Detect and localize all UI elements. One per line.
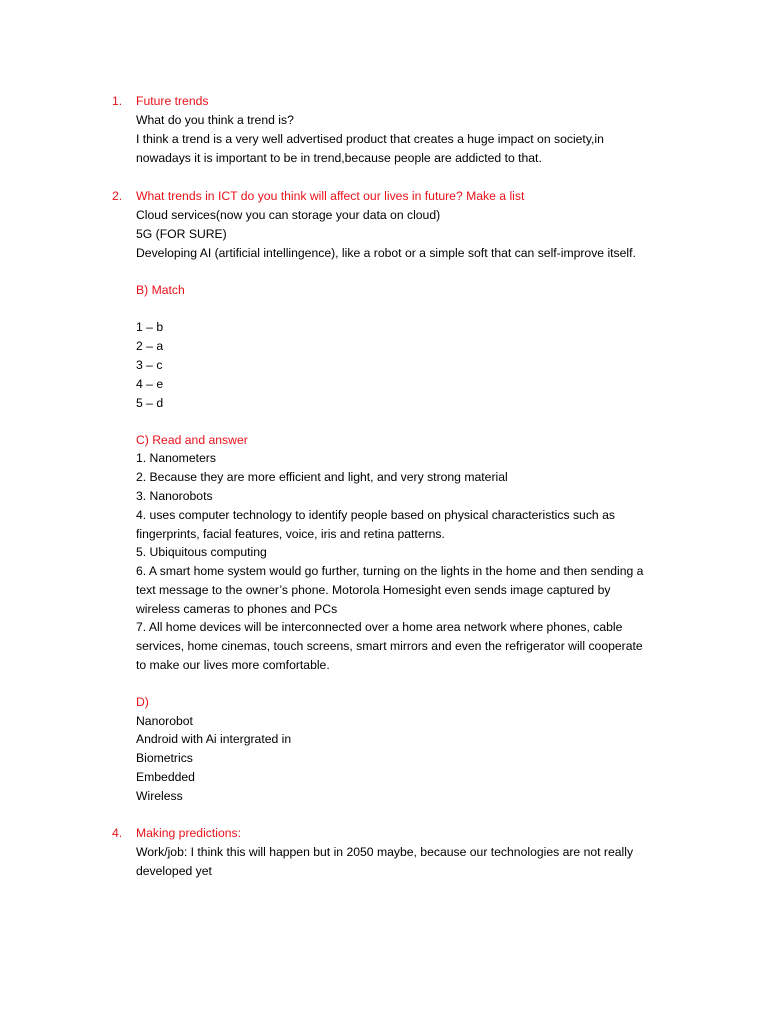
answer-line: services, home cinemas, touch screens, smart mirrors and even the refrigerator will cooperate bbox=[136, 639, 643, 653]
section-1-line: I think a trend is a very well advertised product that creates a huge impact on society,in bbox=[136, 132, 604, 146]
answer-line: 2. Because they are more efficient and light, and very strong material bbox=[136, 470, 508, 484]
section-1-line: What do you think a trend is? bbox=[136, 113, 294, 127]
section-1-heading: Future trends bbox=[136, 94, 209, 108]
match-line: 4 – e bbox=[136, 377, 164, 391]
match-line: 1 – b bbox=[136, 320, 164, 334]
section-4-heading: Making predictions: bbox=[136, 826, 241, 840]
answer-line: fingerprints, facial features, voice, iris and retina patterns. bbox=[136, 527, 445, 541]
answer-line: 1. Nanometers bbox=[136, 451, 216, 465]
match-line: 3 – c bbox=[136, 358, 163, 372]
section-2-line: Developing AI (artificial intellingence), like a robot or a simple soft that can self-improve itself. bbox=[136, 246, 636, 260]
section-d-line: Wireless bbox=[136, 789, 183, 803]
answer-line: 6. A smart home system would go further, turning on the lights in the home and then sending a bbox=[136, 564, 644, 578]
section-2-number: 2. bbox=[112, 189, 123, 203]
section-2-heading: What trends in ICT do you think will affect our lives in future? Make a list bbox=[136, 189, 525, 203]
answer-line: wireless cameras to phones and PCs bbox=[136, 602, 338, 616]
section-d-heading: D) bbox=[136, 695, 149, 709]
answer-line: 4. uses computer technology to identify people based on physical characteristics such as bbox=[136, 508, 615, 522]
answer-line: 3. Nanorobots bbox=[136, 489, 213, 503]
section-b-heading: B) Match bbox=[136, 283, 185, 297]
answer-line: 7. All home devices will be interconnected over a home area network where phones, cable bbox=[136, 620, 623, 634]
section-d-line: Android with Ai intergrated in bbox=[136, 732, 292, 746]
section-2-line: Cloud services(now you can storage your data on cloud) bbox=[136, 208, 441, 222]
section-1-line: nowadays it is important to be in trend,because people are addicted to that. bbox=[136, 151, 542, 165]
section-4-line: developed yet bbox=[136, 864, 212, 878]
section-c-heading: C) Read and answer bbox=[136, 433, 248, 447]
section-2-line: 5G (FOR SURE) bbox=[136, 227, 227, 241]
section-1-number: 1. bbox=[112, 94, 123, 108]
section-4-number: 4. bbox=[112, 826, 123, 840]
answer-line: 5. Ubiquitous computing bbox=[136, 545, 267, 559]
section-d-line: Biometrics bbox=[136, 751, 193, 765]
answer-line: to make our lives more comfortable. bbox=[136, 658, 330, 672]
match-line: 5 – d bbox=[136, 396, 164, 410]
answer-line: text message to the owner’s phone. Motorola Homesight even sends image captured by bbox=[136, 583, 611, 597]
section-4-line: Work/job: I think this will happen but in 2050 maybe, because our technologies are not really bbox=[136, 845, 634, 859]
section-d-line: Nanorobot bbox=[136, 714, 193, 728]
section-d-line: Embedded bbox=[136, 770, 195, 784]
match-line: 2 – a bbox=[136, 339, 164, 353]
